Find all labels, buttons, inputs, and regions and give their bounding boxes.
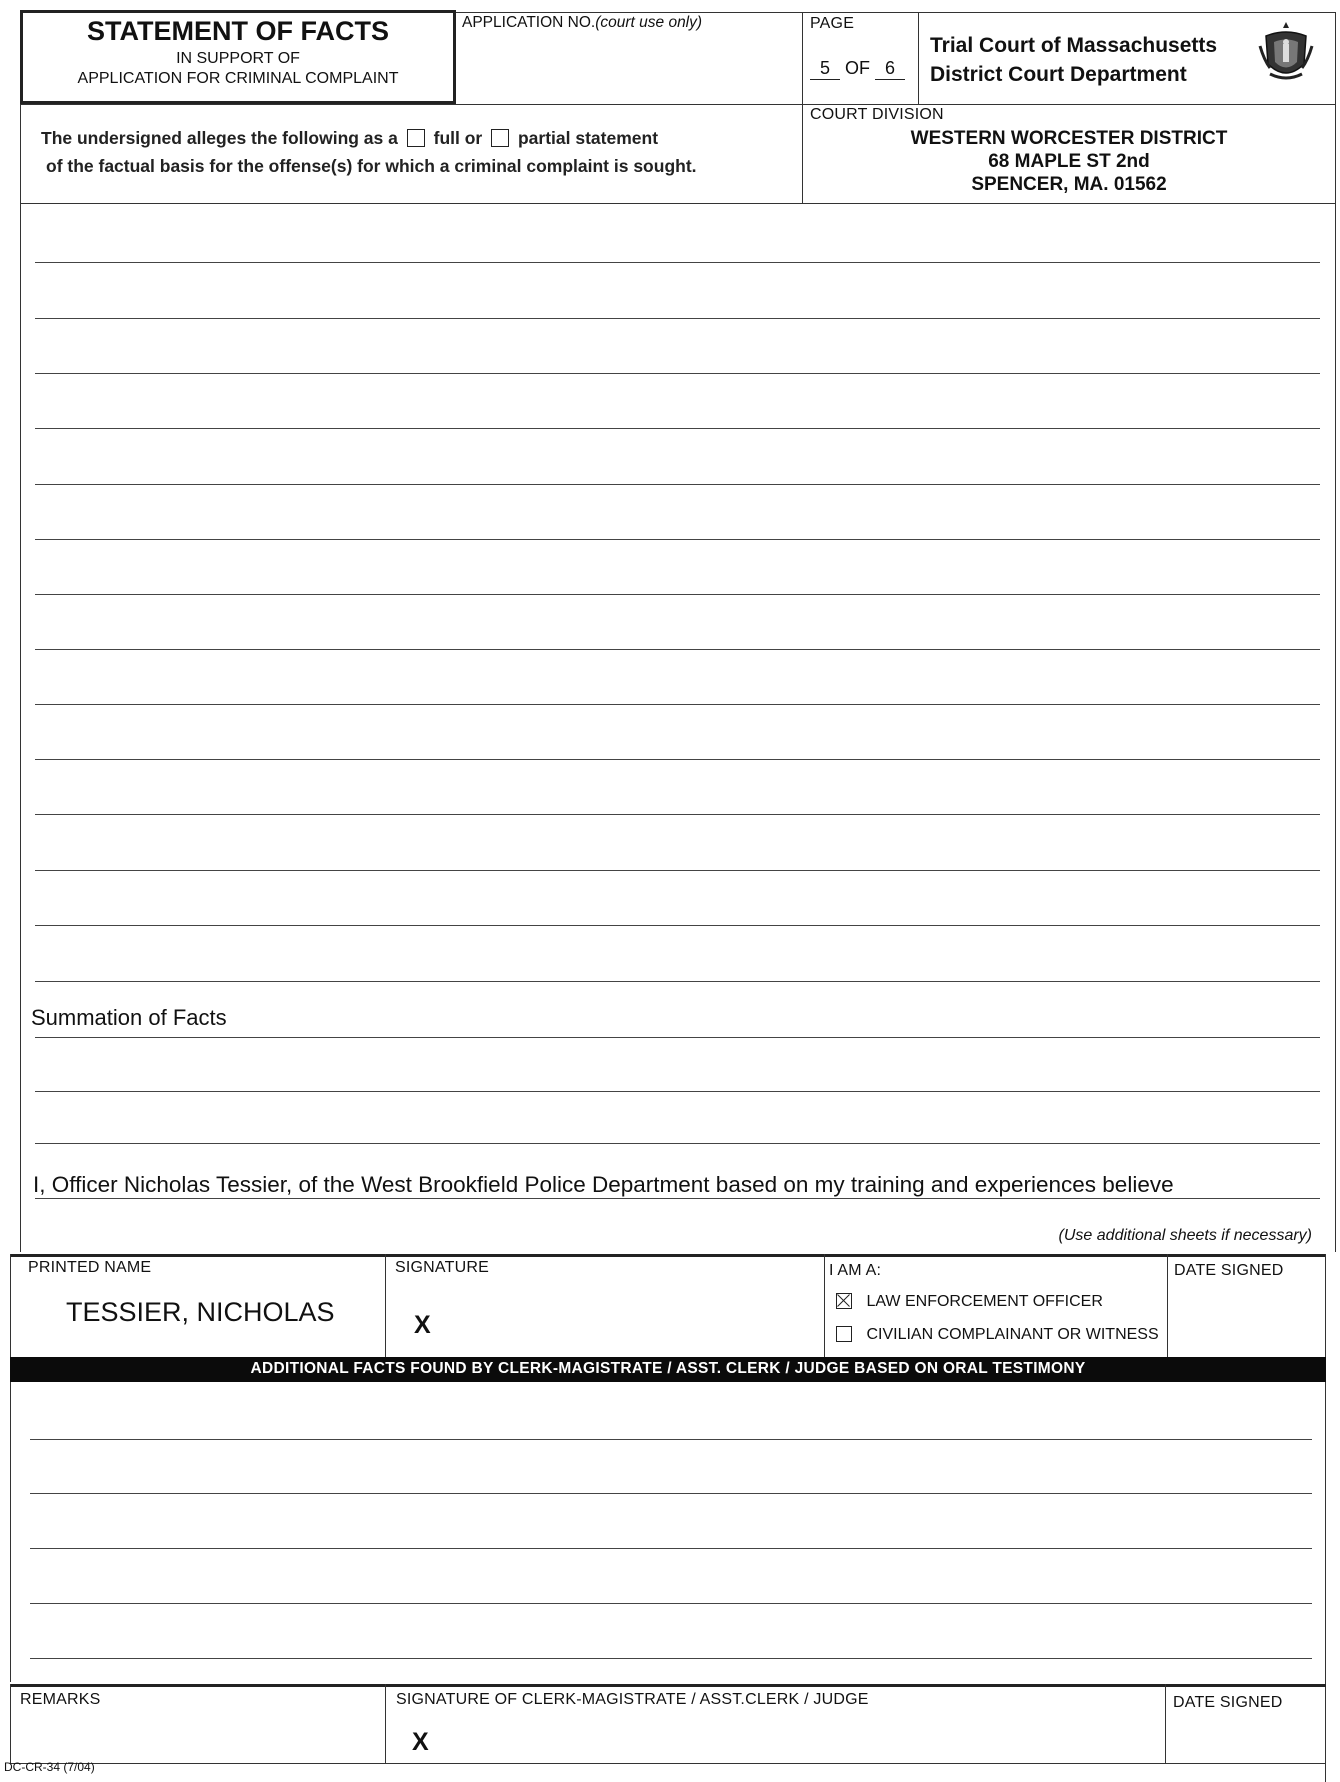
page-counter bbox=[810, 58, 905, 80]
statement-line bbox=[35, 594, 1320, 595]
allegation-prefix: The undersigned alleges the following as a bbox=[41, 128, 398, 148]
divider-app-page bbox=[802, 12, 803, 104]
statement-line bbox=[35, 649, 1320, 650]
partial-statement-checkbox[interactable] bbox=[491, 129, 509, 147]
application-no-text: APPLICATION NO. bbox=[462, 14, 596, 31]
divider-role-date bbox=[1167, 1254, 1168, 1357]
massachusetts-seal-icon bbox=[1256, 18, 1316, 88]
additional-right-border bbox=[1325, 1382, 1326, 1782]
additional-facts-line bbox=[30, 1658, 1312, 1659]
officer-statement: I, Officer Nicholas Tessier, of the West Brookfield Police Department based on my training and experiences believe bbox=[33, 1172, 1174, 1197]
divider-signature-role bbox=[824, 1254, 825, 1357]
remarks-left-border bbox=[10, 1684, 11, 1764]
statement-line bbox=[35, 1091, 1320, 1092]
statement-line bbox=[35, 704, 1320, 705]
court-name: Trial Court of Massachusetts bbox=[930, 34, 1218, 57]
partial-statement-label: partial statement bbox=[517, 128, 659, 148]
additional-facts-line bbox=[30, 1439, 1312, 1440]
statement-line bbox=[35, 981, 1320, 982]
statement-line bbox=[35, 814, 1320, 815]
summation-heading: Summation of Facts bbox=[31, 1005, 227, 1030]
application-no-field[interactable] bbox=[460, 40, 798, 98]
statement-line bbox=[35, 1037, 1320, 1038]
statement-line bbox=[35, 1198, 1320, 1199]
form-code: DC-CR-34 (7/04) bbox=[4, 1760, 95, 1774]
form-subtitle-1: IN SUPPORT OF bbox=[176, 50, 300, 67]
printed-name-label: PRINTED NAME bbox=[28, 1259, 152, 1276]
statement-line bbox=[35, 484, 1320, 485]
civilian-option[interactable] bbox=[832, 1326, 1159, 1344]
statement-line bbox=[35, 1143, 1320, 1144]
additional-left-border bbox=[10, 1382, 11, 1682]
application-no-note: (court use only) bbox=[595, 14, 703, 31]
law-enforcement-checkbox[interactable] bbox=[836, 1293, 852, 1309]
signature-label: SIGNATURE bbox=[395, 1259, 489, 1276]
law-enforcement-label: LAW ENFORCEMENT OFFICER bbox=[866, 1293, 1103, 1310]
date-signed-label: DATE SIGNED bbox=[1174, 1262, 1284, 1279]
signature-top-border bbox=[10, 1254, 1326, 1257]
printed-name-value: TESSIER, NICHOLAS bbox=[66, 1297, 335, 1327]
full-statement-label: full or bbox=[433, 128, 483, 148]
divider-page-court bbox=[918, 12, 919, 104]
additional-facts-line bbox=[30, 1548, 1312, 1549]
full-statement-checkbox[interactable] bbox=[407, 129, 425, 147]
page-total: 6 bbox=[875, 58, 905, 80]
allegation-line-2: of the factual basis for the offense(s) for which a criminal complaint is sought. bbox=[46, 156, 697, 176]
additional-facts-banner-text: ADDITIONAL FACTS FOUND BY CLERK-MAGISTRATE / ASST. CLERK / JUDGE BASED ON ORAL TESTIMONY bbox=[250, 1360, 1086, 1377]
additional-facts-line bbox=[30, 1603, 1312, 1604]
signature-left-border bbox=[10, 1254, 11, 1357]
statement-line bbox=[35, 759, 1320, 760]
statement-line bbox=[35, 262, 1320, 263]
allegation-line-1 bbox=[41, 128, 658, 149]
signature-right-border bbox=[1325, 1254, 1326, 1357]
civilian-label: CIVILIAN COMPLAINANT OR WITNESS bbox=[866, 1326, 1159, 1343]
form-title: STATEMENT OF FACTS bbox=[87, 16, 389, 46]
page-current: 5 bbox=[810, 58, 840, 80]
statement-line bbox=[35, 925, 1320, 926]
page-label: PAGE bbox=[810, 15, 855, 32]
header-right-border bbox=[1335, 12, 1336, 1252]
clerk-signature-mark[interactable]: X bbox=[412, 1728, 429, 1756]
i-am-a-label: I AM A: bbox=[829, 1262, 882, 1279]
form-subtitle-2: APPLICATION FOR CRIMINAL COMPLAINT bbox=[77, 70, 399, 87]
application-no-label bbox=[462, 14, 702, 32]
signature-mark[interactable]: X bbox=[414, 1311, 431, 1339]
statement-line bbox=[35, 539, 1320, 540]
statement-line bbox=[35, 318, 1320, 319]
additional-facts-line bbox=[30, 1493, 1312, 1494]
allegation-bottom-border bbox=[20, 203, 1336, 204]
statement-line bbox=[35, 870, 1320, 871]
court-department: District Court Department bbox=[930, 63, 1187, 86]
civilian-checkbox[interactable] bbox=[836, 1326, 852, 1342]
statement-line bbox=[35, 373, 1320, 374]
court-division-name: WESTERN WORCESTER DISTRICT bbox=[910, 128, 1228, 149]
remarks-bottom-border bbox=[10, 1763, 1326, 1764]
statement-line bbox=[35, 428, 1320, 429]
page-of: OF bbox=[845, 58, 871, 78]
divider-remarks-clerk bbox=[385, 1684, 386, 1764]
header-bottom-border bbox=[20, 104, 1336, 105]
clerk-signature-label: SIGNATURE OF CLERK-MAGISTRATE / ASST.CLERK / JUDGE bbox=[396, 1691, 869, 1708]
remarks-top-border bbox=[10, 1684, 1326, 1687]
additional-sheets-note: (Use additional sheets if necessary) bbox=[1058, 1227, 1312, 1244]
form-left-border bbox=[20, 104, 21, 1252]
court-division-address: 68 MAPLE ST 2nd bbox=[988, 151, 1150, 172]
header-top-border bbox=[456, 12, 1336, 13]
clerk-date-signed-label: DATE SIGNED bbox=[1173, 1694, 1283, 1711]
court-division-city: SPENCER, MA. 01562 bbox=[971, 174, 1167, 195]
divider-clerk-date bbox=[1165, 1684, 1166, 1764]
divider-name-signature bbox=[385, 1254, 386, 1357]
law-enforcement-option[interactable] bbox=[832, 1293, 1103, 1311]
court-division-label: COURT DIVISION bbox=[810, 106, 944, 123]
remarks-label: REMARKS bbox=[20, 1691, 101, 1708]
